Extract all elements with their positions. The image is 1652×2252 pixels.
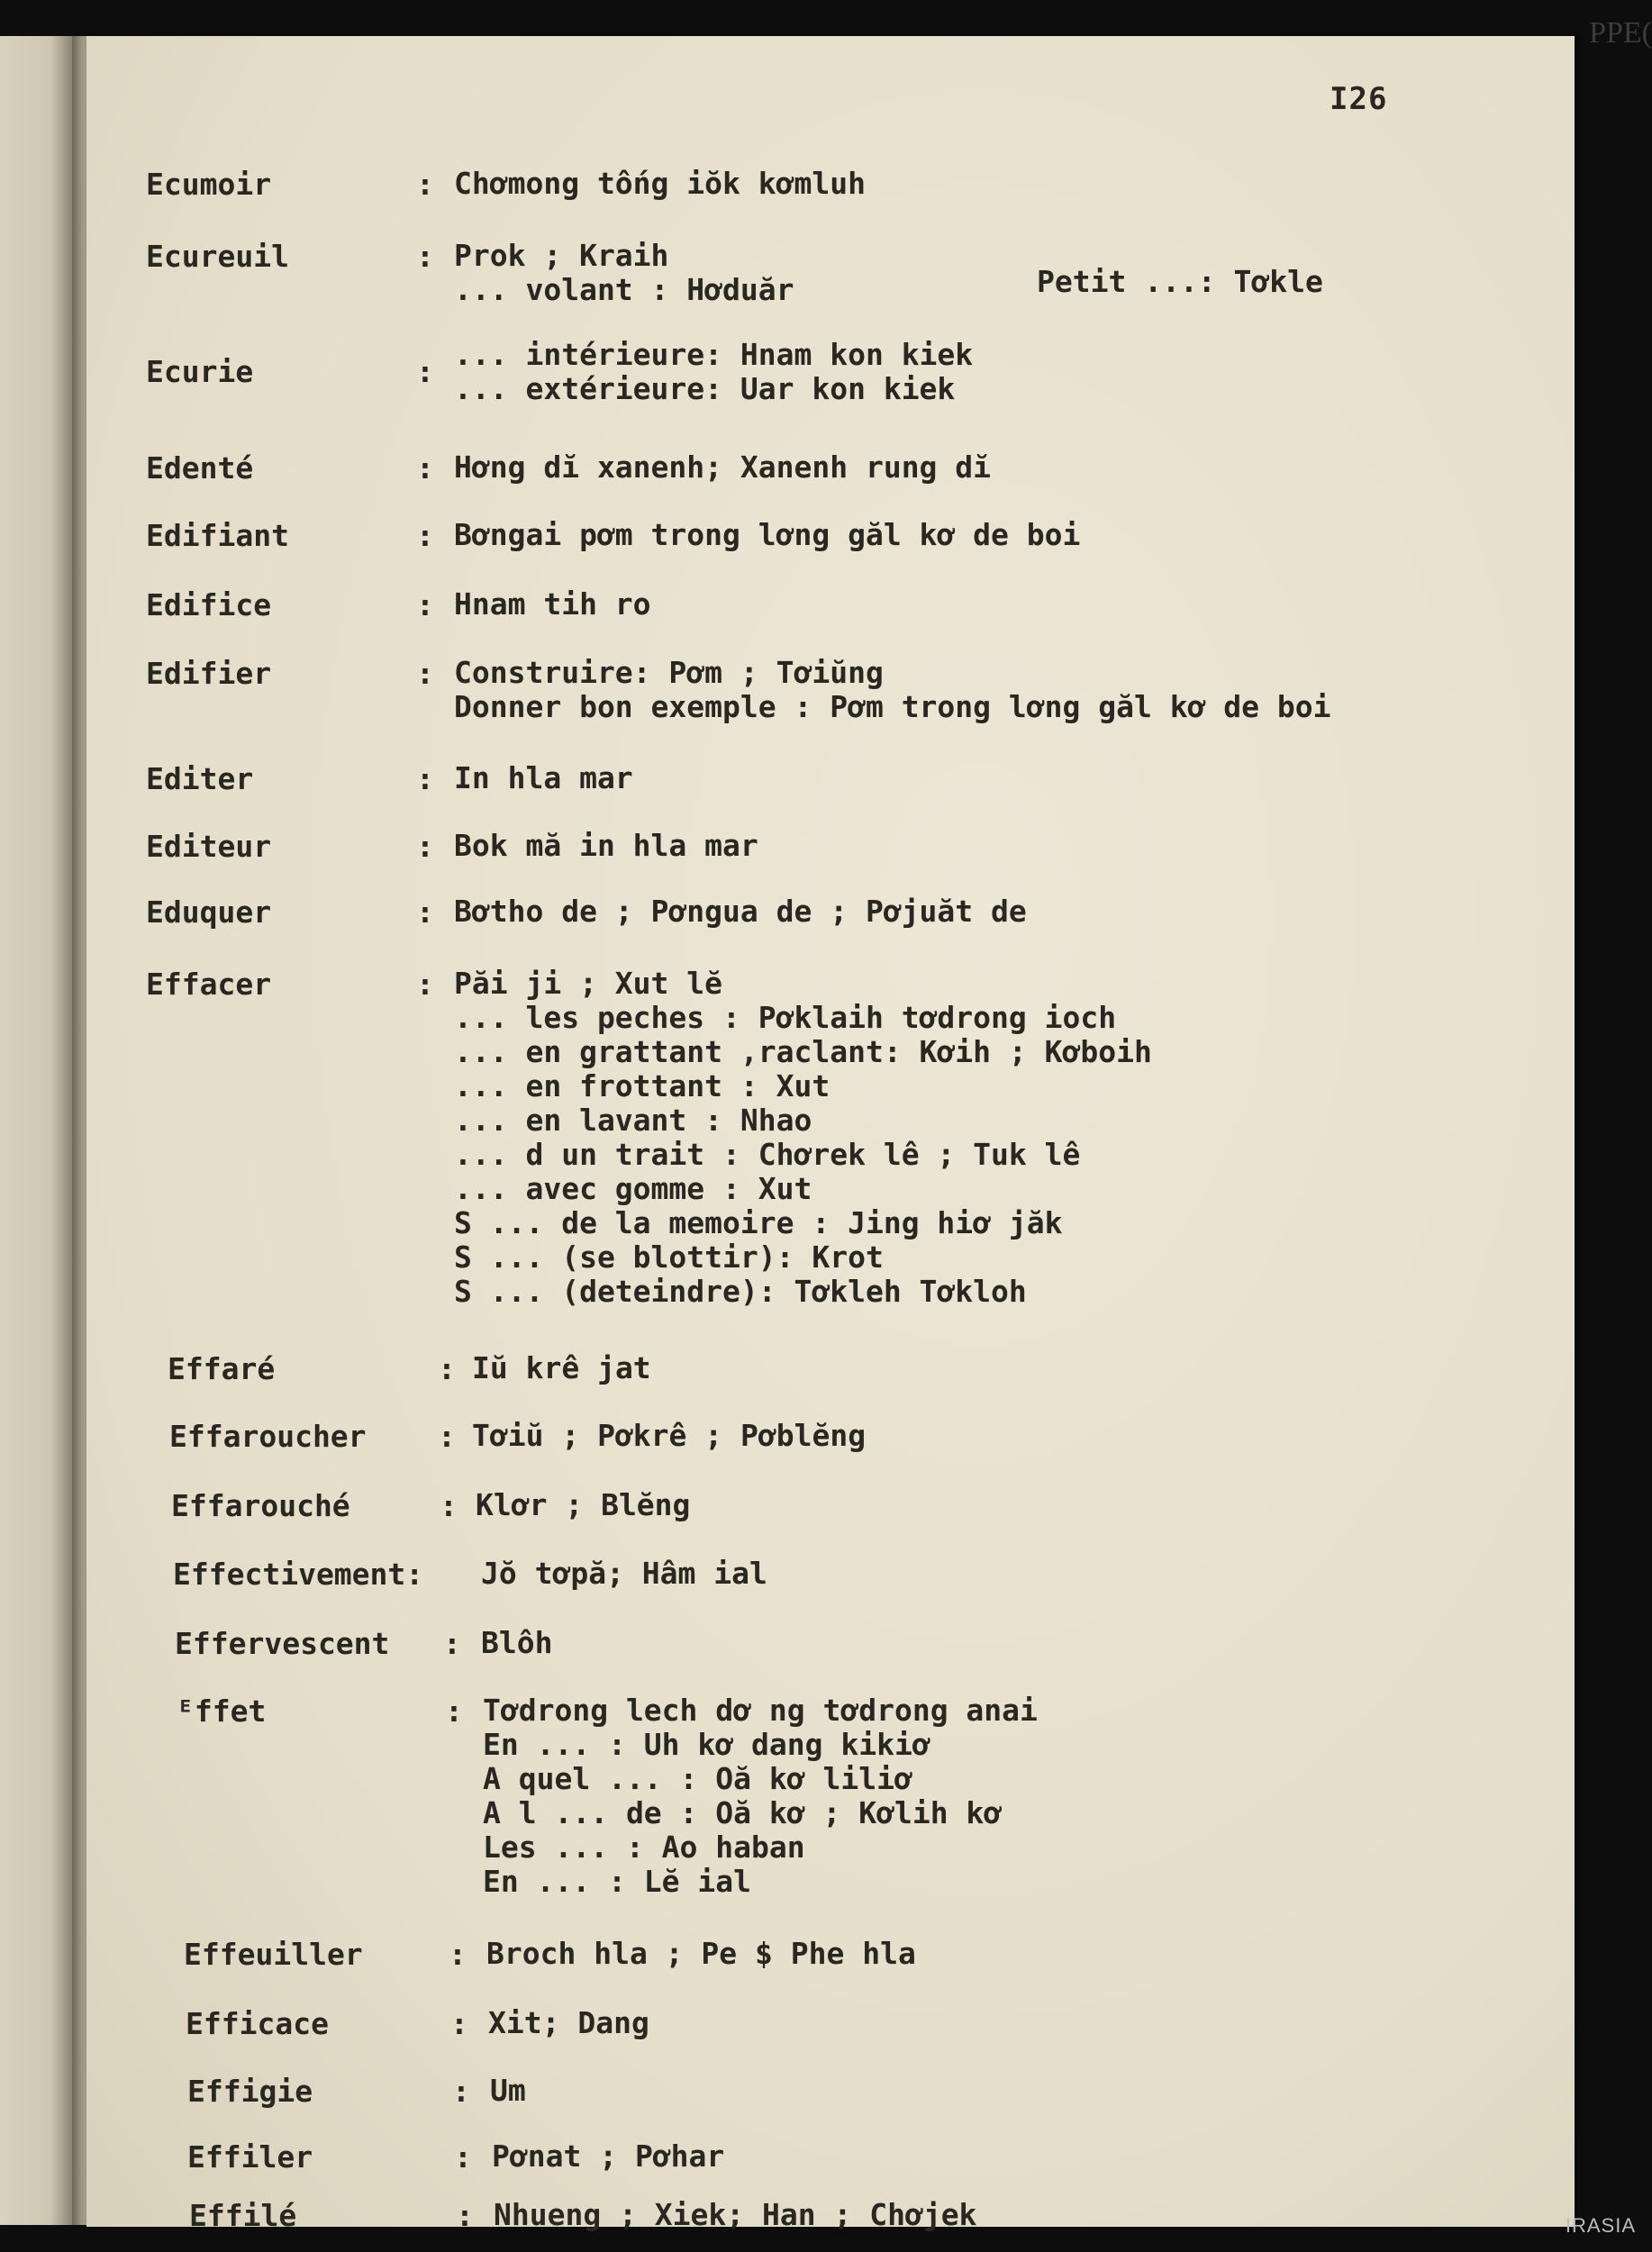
headword: ᴱffet [177, 1694, 267, 1729]
definitions [490, 2074, 526, 2108]
separator: : [452, 2074, 470, 2109]
definition-line: Jŏ tơpă; Hâm ial [481, 1556, 767, 1591]
headword: Effeuiller [184, 1937, 363, 1972]
definition-line: En ... : Lĕ ial [483, 1864, 752, 1899]
definitions [454, 967, 1152, 1309]
definitions [454, 829, 758, 863]
headword: Effacer [146, 967, 272, 1002]
definition-line: Klơr ; Blĕng [476, 1487, 691, 1522]
definitions [492, 2139, 724, 2174]
definitions [454, 450, 991, 485]
definition-line: S ... (deteindre): Tơkleh Tơkloh [454, 1274, 1027, 1309]
definitions [454, 761, 633, 795]
separator: : [416, 656, 434, 691]
definitions [454, 894, 1027, 929]
book-spine [72, 36, 86, 2225]
definition-line: Xit; Dang [488, 2005, 649, 2040]
definition-line: Păi ji ; Xut lĕ [454, 966, 723, 1001]
headword: Ecureuil [146, 239, 289, 274]
definition-line: Um [490, 2073, 526, 2108]
separator: : [416, 587, 434, 622]
definitions [483, 1694, 1038, 1899]
headword: Edifice [146, 587, 272, 622]
definition-aside: Petit ...: Tơkle [1037, 264, 1323, 299]
separator: : [416, 239, 434, 274]
separator: : [449, 1937, 467, 1972]
definitions [454, 518, 1080, 552]
headword: Effiler [187, 2139, 313, 2175]
separator: : [416, 167, 434, 202]
definition-line: S ... (se blottir): Krot [454, 1240, 884, 1275]
definition-line: Tơdrong lech dơ ng tơdrong anai [483, 1693, 1038, 1728]
headword: Effaré [168, 1351, 276, 1386]
headword: Eduquer [146, 894, 272, 930]
adjacent-page-fragment: PPE( [1589, 16, 1652, 50]
separator: : [416, 829, 434, 864]
definitions [454, 656, 1331, 724]
left-page-edge [0, 36, 72, 2225]
definition-line: ... d un trait : Chơrek lê ; Tuk lê [454, 1137, 1081, 1172]
definition-line: ... en lavant : Nhao [454, 1103, 812, 1138]
definition-line: ... extérieure: Uar kon kiek [454, 371, 956, 406]
definition-line: En ... : Uh kơ dang kikiơ [483, 1727, 930, 1762]
separator: : [438, 1419, 456, 1454]
separator: : [416, 354, 434, 389]
definitions [481, 1557, 767, 1591]
definition-line: Prok ; Kraih [454, 238, 669, 273]
definition-line: Nhueng ; Xiek; Han ; Chơjek [494, 2197, 977, 2232]
definition-line: ... intérieure: Hnam kon kiek [454, 337, 974, 372]
headword: Ecurie [146, 354, 254, 389]
definition-line: Blôh [481, 1625, 553, 1660]
headword: Edifier [146, 656, 272, 691]
separator: : [416, 450, 434, 486]
separator: : [456, 2198, 474, 2233]
separator: : [416, 967, 434, 1002]
headword: Efficace [186, 2006, 329, 2041]
definition-line: In hla mar [454, 760, 633, 795]
definitions [472, 1351, 651, 1385]
watermark: IRASIA [1565, 2214, 1636, 2237]
definition-line: Les ... : Ao haban [483, 1830, 805, 1865]
definition-line: A quel ... : Oă kơ liliơ [483, 1761, 912, 1796]
headword: Effarouché [171, 1488, 350, 1523]
separator: : [440, 1488, 458, 1523]
headword: Editeur [146, 829, 272, 864]
definitions [454, 167, 866, 201]
headword: Edifiant [146, 518, 289, 553]
definition-line: S ... de la memoire : Jing hiơ jăk [454, 1205, 1063, 1240]
headword: Editer [146, 761, 254, 796]
separator: : [416, 518, 434, 553]
definition-line: Hơng dĭ xanenh; Xanenh rung dĭ [454, 449, 992, 485]
definition-line: Chơmong tống iŏk kơmluh [454, 166, 866, 201]
separator: : [416, 894, 434, 930]
headword: Effilé [189, 2198, 297, 2233]
headword: Effaroucher [169, 1419, 367, 1454]
definitions [472, 1419, 866, 1453]
definition-line: Pơnat ; Pơhar [492, 2138, 725, 2174]
definitions [481, 1626, 552, 1660]
definitions [488, 2006, 649, 2040]
headword: Effigie [187, 2074, 313, 2109]
definition-line: ... avec gomme : Xut [454, 1171, 812, 1206]
separator: : [438, 1351, 456, 1386]
definition-line: Broch hla ; Pe $ Phe hla [486, 1936, 916, 1971]
headword: Effervescent [175, 1626, 390, 1661]
separator: : [443, 1626, 461, 1661]
page-number: I26 [1330, 81, 1388, 117]
definitions [454, 338, 973, 406]
definition-line: ... en frottant : Xut [454, 1068, 831, 1103]
separator: : [450, 2006, 468, 2041]
definition-line: Bơtho de ; Pơngua de ; Pơjuăt de [454, 894, 1027, 929]
headword: Edenté [146, 450, 254, 486]
definitions [486, 1937, 916, 1971]
definition-line: ... les peches : Pơklaih tơdrong ioch [454, 1000, 1117, 1035]
headword: Ecumoir [146, 167, 272, 202]
definition-line: Tơiŭ ; Pơkrê ; Pơblĕng [472, 1418, 867, 1453]
separator: : [416, 761, 434, 796]
definitions [476, 1488, 690, 1522]
definition-line: ... en grattant ,raclant: Kơih ; Kơboih [454, 1034, 1152, 1069]
definitions [454, 587, 651, 622]
definition-line: Bok mă in hla mar [454, 828, 758, 863]
separator: : [445, 1694, 463, 1729]
definition-line: A l ... de : Oă kơ ; Kơlih kơ [483, 1795, 1003, 1830]
definition-line: Construire: Pơm ; Tơiŭng [454, 655, 884, 690]
definition-line: Donner bon exemple : Pơm trong lơng găl kơ de boi [454, 689, 1331, 724]
headword: Effectivement: [173, 1557, 424, 1592]
definition-line: Bơngai pơm trong lơng găl kơ de boi [454, 517, 1081, 552]
definition-line: Hnam tih ro [454, 586, 651, 622]
separator: : [454, 2139, 472, 2175]
definition-line: Iŭ krê jat [472, 1350, 651, 1385]
definition-line: ... volant : Hơduăr [454, 272, 794, 307]
definitions [454, 239, 794, 307]
definitions [494, 2198, 976, 2232]
dictionary-page [86, 36, 1575, 2233]
